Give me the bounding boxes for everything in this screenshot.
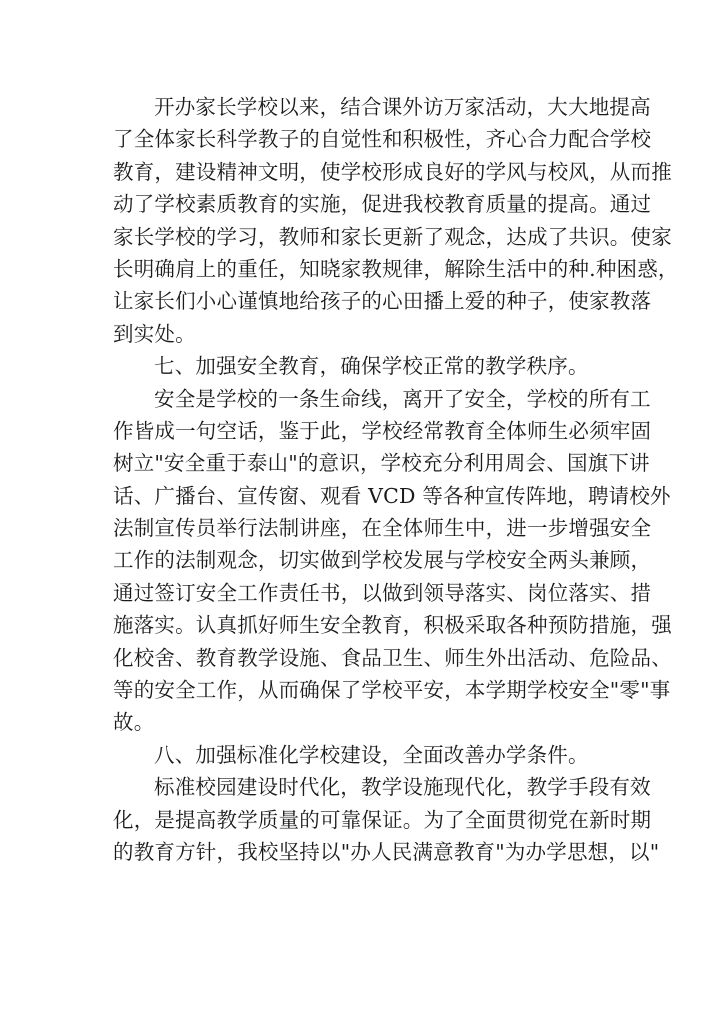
text-line: 法制宣传员举行法制讲座，在全体师生中，进一步增强安全 [113,516,652,541]
text-line: 树立"安全重于泰山"的意识，学校充分利用周会、国旗下讲 [113,451,650,476]
text-line: 工作的法制观念，切实做到学校发展与学校安全两头兼顾， [113,548,652,573]
text-line: 标准校园建设时代化，教学设施现代化，教学手段有效 [154,775,651,800]
text-line: 故。 [113,710,155,735]
text-line: 了全体家长科学教子的自觉性和积极性，齐心合力配合学校 [113,127,652,152]
text-line: 长明确肩上的重任，知晓家教规律，解除生活中的种.种困惑， [113,256,679,281]
text-line: 化，是提高教学质量的可靠保证。为了全面贯彻党在新时期 [113,807,652,832]
text-line: 教育，建设精神文明，使学校形成良好的学风与校风，从而推 [113,159,672,184]
text-line: 通过签订安全工作责任书，以做到领导落实、岗位落实、措 [113,580,652,605]
text-line: 安全是学校的一条生命线，离开了安全，学校的所有工 [154,386,651,411]
text-line: 家长学校的学习，教师和家长更新了观念，达成了共识。使家 [113,224,672,249]
text-line: 八、加强标准化学校建设，全面改善办学条件。 [154,742,589,767]
text-line: 作皆成一句空话，鉴于此，学校经常教育全体师生必须牢固 [113,418,652,443]
text-line: 化校舍、教育教学设施、食品卫生、师生外出活动、危险品、 [113,645,672,670]
text-line: 动了学校素质教育的实施，促进我校教育质量的提高。通过 [113,192,652,217]
text-line: 开办家长学校以来，结合课外访万家活动，大大地提高 [154,95,651,119]
text-line: 施落实。认真抓好师生安全教育，积极采取各种预防措施，强 [113,613,672,638]
text-line: 话、广播台、宣传窗、观看 VCD 等各种宣传阵地，聘请校外 [113,483,671,508]
text-line: 让家长们小心谨慎地给孩子的心田播上爱的种子，使家教落 [113,289,652,314]
text-line: 等的安全工作，从而确保了学校平安，本学期学校安全"零"事 [113,678,671,703]
text-line: 的教育方针，我校坚持以"办人民满意教育"为办学思想，以" [113,839,660,864]
body-text [113,91,679,868]
text-line: 到实处。 [113,321,196,346]
text-line: 七、加强安全教育，确保学校正常的教学秩序。 [154,354,589,379]
